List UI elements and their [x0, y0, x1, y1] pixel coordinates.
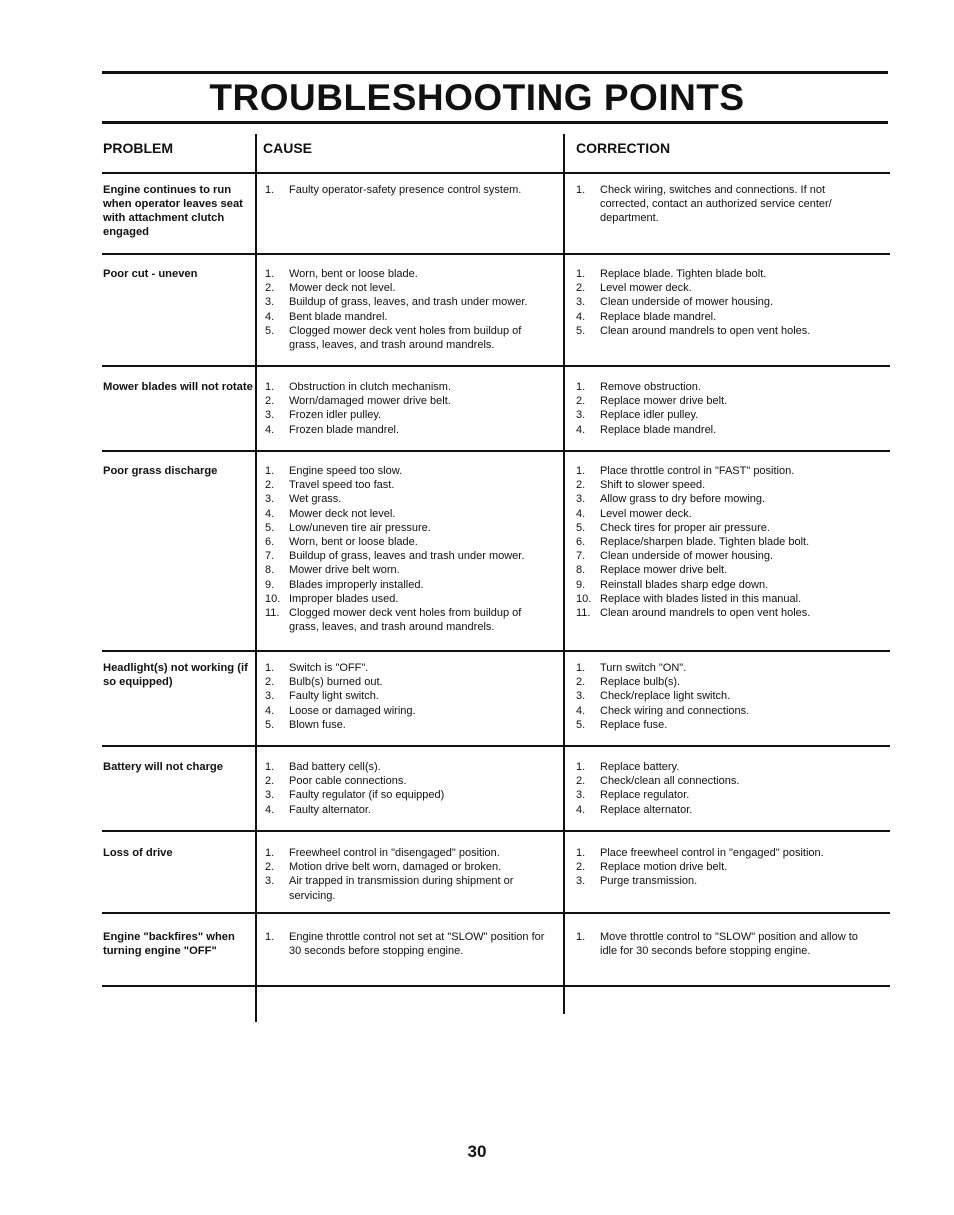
item-number: 1.	[265, 931, 275, 943]
item-text: Bulb(s) burned out.	[289, 676, 383, 689]
item-text: Worn, bent or loose blade.	[289, 536, 418, 549]
item-text: Turn switch "ON".	[600, 662, 687, 674]
item-number: 4.	[576, 803, 586, 816]
item-number: 4.	[265, 803, 275, 816]
item-text: Replace battery.	[600, 761, 680, 773]
item-text: Motion drive belt worn, damaged or broken.	[289, 861, 502, 874]
correction-list-item	[576, 492, 861, 506]
correction-list-item	[576, 183, 861, 226]
row-separator	[102, 253, 890, 255]
item-text: Worn, bent or loose blade.	[289, 268, 418, 280]
item-number: 3.	[265, 296, 275, 309]
item-text: Blades improperly installed.	[289, 578, 424, 591]
item-text: Allow grass to dry before mowing.	[600, 493, 766, 506]
item-number: 4.	[576, 423, 586, 436]
item-number: 2.	[265, 676, 275, 689]
cause-list-item	[265, 563, 550, 577]
cause-list	[265, 267, 550, 352]
item-number: 2.	[576, 282, 586, 295]
correction-list-item	[576, 704, 861, 718]
item-text: Replace fuse.	[600, 718, 668, 731]
item-text: Travel speed too fast.	[289, 479, 395, 492]
item-text: Wet grass.	[289, 493, 342, 506]
correction-list-item	[576, 310, 861, 324]
item-text: Buildup of grass, leaves, and trash under mower.	[289, 296, 528, 309]
item-text: Check/clean all connections.	[600, 775, 740, 788]
problem-text: Headlight(s) not working (if so equipped)	[103, 662, 248, 688]
item-text: Worn/damaged mower drive belt.	[289, 395, 451, 408]
correction-list-item	[576, 874, 861, 888]
item-text: Faulty operator-safety presence control system.	[289, 184, 522, 196]
item-text: Replace blade. Tighten blade bolt.	[600, 268, 767, 280]
correction-list	[576, 930, 861, 958]
item-number: 10.	[576, 592, 592, 605]
correction-list	[576, 267, 861, 338]
correction-list-item	[576, 563, 861, 577]
item-text: Replace bulb(s).	[600, 676, 681, 689]
row-separator	[102, 365, 890, 367]
item-number: 3.	[576, 493, 586, 506]
item-text: Clogged mower deck vent holes from buildup of grass, leaves, and trash around mandrels.	[289, 607, 522, 634]
cause-list-item	[265, 930, 550, 958]
item-text: Reinstall blades sharp edge down.	[600, 578, 769, 591]
correction-list-item	[576, 549, 861, 563]
item-number: 10.	[265, 592, 281, 605]
item-text: Replace motion drive belt.	[600, 861, 728, 874]
item-text: Purge transmission.	[600, 875, 698, 888]
cause-list	[265, 464, 550, 634]
correction-column-divider	[563, 134, 565, 1014]
problem-text: Engine "backfires" when turning engine "OFF"	[103, 931, 235, 957]
item-number: 5.	[265, 521, 275, 534]
correction-list	[576, 183, 861, 226]
problem-text: Battery will not charge	[103, 761, 223, 773]
item-text: Loose or damaged wiring.	[289, 704, 416, 717]
cause-list-item	[265, 592, 550, 606]
correction-list-item	[576, 788, 861, 802]
correction-list	[576, 380, 861, 437]
correction-list-item	[576, 408, 861, 422]
item-number: 1.	[576, 184, 586, 196]
item-number: 3.	[265, 690, 275, 703]
item-number: 4.	[576, 310, 586, 323]
item-number: 4.	[576, 704, 586, 717]
correction-list-item	[576, 324, 861, 338]
item-text: Frozen idler pulley.	[289, 409, 382, 422]
item-text: Check/replace light switch.	[600, 690, 731, 703]
cause-list-item	[265, 295, 550, 309]
correction-list-item	[576, 675, 861, 689]
item-number: 9.	[576, 578, 586, 591]
correction-list-item	[576, 464, 861, 478]
item-text: Check wiring, switches and connections. If not corrected, contact an authorized service center/ department.	[600, 184, 832, 225]
item-text: Mower deck not level.	[289, 507, 396, 520]
cause-list	[265, 661, 550, 732]
item-number: 4.	[265, 310, 275, 323]
item-text: Clean underside of mower housing.	[600, 296, 774, 309]
cause-list-item	[265, 718, 550, 732]
item-text: Replace/sharpen blade. Tighten blade bolt.	[600, 536, 810, 549]
item-number: 1.	[265, 847, 275, 859]
item-text: Replace blade mandrel.	[600, 423, 717, 436]
item-number: 4.	[576, 507, 586, 520]
cause-list-item	[265, 774, 550, 788]
item-text: Low/uneven tire air pressure.	[289, 521, 431, 534]
cause-list-item	[265, 408, 550, 422]
correction-list	[576, 661, 861, 732]
item-text: Replace mower drive belt.	[600, 564, 728, 577]
correction-list	[576, 760, 861, 817]
problem-text: Mower blades will not rotate	[103, 381, 253, 393]
item-number: 2.	[576, 775, 586, 788]
item-number: 1.	[576, 465, 586, 477]
item-text: Frozen blade mandrel.	[289, 423, 400, 436]
item-number: 5.	[576, 718, 586, 731]
row-separator	[102, 650, 890, 652]
cause-list-item	[265, 661, 550, 675]
cause-list-item	[265, 310, 550, 324]
item-text: Bad battery cell(s).	[289, 761, 381, 773]
cause-list-item	[265, 507, 550, 521]
row-separator	[102, 450, 890, 452]
correction-list-item	[576, 930, 861, 958]
item-text: Shift to slower speed.	[600, 479, 706, 492]
correction-list-item	[576, 860, 861, 874]
item-text: Remove obstruction.	[600, 381, 701, 393]
correction-list-item	[576, 718, 861, 732]
cause-list-item	[265, 606, 550, 634]
correction-list-item	[576, 478, 861, 492]
cause-list-item	[265, 549, 550, 563]
item-number: 2.	[576, 861, 586, 874]
correction-list-item	[576, 774, 861, 788]
item-text: Faulty light switch.	[289, 690, 379, 703]
row-separator	[102, 745, 890, 747]
title-bottom-rule	[102, 121, 888, 124]
correction-list-item	[576, 267, 861, 281]
item-number: 1.	[265, 761, 275, 773]
item-number: 1.	[576, 662, 586, 674]
correction-list-item	[576, 521, 861, 535]
item-number: 5.	[265, 718, 275, 731]
cause-list-item	[265, 324, 550, 352]
cause-list	[265, 380, 550, 437]
correction-list-item	[576, 281, 861, 295]
page-title: TROUBLESHOOTING POINTS	[209, 77, 745, 118]
item-number: 6.	[265, 536, 275, 549]
item-number: 1.	[265, 381, 275, 393]
correction-list	[576, 464, 861, 620]
item-text: Engine throttle control not set at "SLOW" position for 30 seconds before stopping engine.	[289, 931, 545, 958]
item-number: 2.	[576, 479, 586, 492]
item-number: 1.	[576, 761, 586, 773]
item-number: 2.	[265, 479, 275, 492]
item-number: 5.	[576, 324, 586, 337]
item-number: 11.	[265, 607, 280, 620]
page-number: 30	[467, 1142, 487, 1161]
item-text: Faulty regulator (if so equipped)	[289, 789, 445, 802]
cause-list	[265, 760, 550, 817]
cause-list-item	[265, 267, 550, 281]
correction-list-item	[576, 606, 861, 620]
cause-list-item	[265, 578, 550, 592]
correction-list-item	[576, 803, 861, 817]
item-number: 7.	[265, 550, 275, 563]
table-bottom-rule	[102, 985, 890, 987]
correction-list-item	[576, 380, 861, 394]
item-number: 2.	[576, 395, 586, 408]
cause-list-item	[265, 492, 550, 506]
item-number: 4.	[265, 423, 275, 436]
correction-list-item	[576, 592, 861, 606]
item-text: Clean around mandrels to open vent holes.	[600, 607, 811, 620]
item-number: 8.	[576, 564, 586, 577]
item-text: Mower deck not level.	[289, 282, 396, 295]
item-number: 2.	[265, 775, 275, 788]
cause-list-item	[265, 478, 550, 492]
item-text: Replace mower drive belt.	[600, 395, 728, 408]
item-number: 3.	[265, 875, 275, 888]
cause-list-item	[265, 183, 550, 197]
item-number: 4.	[265, 704, 275, 717]
item-number: 3.	[576, 875, 586, 888]
cause-list-item	[265, 464, 550, 478]
item-number: 5.	[576, 521, 586, 534]
cause-list-item	[265, 394, 550, 408]
item-text: Buildup of grass, leaves and trash under mower.	[289, 550, 525, 563]
problem-text: Poor cut - uneven	[103, 268, 198, 280]
cause-list-item	[265, 281, 550, 295]
item-text: Poor cable connections.	[289, 775, 407, 788]
problem-text: Loss of drive	[103, 847, 173, 859]
item-text: Level mower deck.	[600, 507, 692, 520]
cause-list-item	[265, 423, 550, 437]
item-text: Freewheel control in "disengaged" position.	[289, 847, 500, 859]
correction-list-item	[576, 760, 861, 774]
item-text: Faulty alternator.	[289, 803, 371, 816]
item-text: Replace regulator.	[600, 789, 690, 802]
correction-list-item	[576, 578, 861, 592]
item-text: Improper blades used.	[289, 592, 399, 605]
row-separator	[102, 172, 890, 174]
item-number: 2.	[265, 395, 275, 408]
item-text: Bent blade mandrel.	[289, 310, 388, 323]
item-number: 3.	[265, 409, 275, 422]
item-number: 1.	[576, 847, 586, 859]
item-text: Replace idler pulley.	[600, 409, 699, 422]
item-number: 4.	[265, 507, 275, 520]
item-text: Check wiring and connections.	[600, 704, 750, 717]
cause-list-item	[265, 704, 550, 718]
item-number: 1.	[576, 381, 586, 393]
item-number: 2.	[265, 282, 275, 295]
item-text: Replace with blades listed in this manual.	[600, 592, 802, 605]
item-number: 7.	[576, 550, 586, 563]
item-text: Place freewheel control in "engaged" position.	[600, 847, 824, 859]
item-number: 2.	[265, 861, 275, 874]
item-number: 1.	[265, 465, 275, 477]
cause-list-item	[265, 874, 550, 902]
item-number: 6.	[576, 536, 586, 549]
item-number: 1.	[265, 184, 275, 196]
item-number: 2.	[576, 676, 586, 689]
cause-column-divider	[255, 134, 257, 1022]
item-text: Mower drive belt worn.	[289, 564, 400, 577]
correction-list-item	[576, 661, 861, 675]
item-text: Move throttle control to "SLOW" position and allow to idle for 30 seconds before stopping engine.	[600, 931, 858, 958]
correction-list-item	[576, 689, 861, 703]
correction-list-item	[576, 535, 861, 549]
item-text: Check tires for proper air pressure.	[600, 521, 770, 534]
item-number: 1.	[576, 931, 586, 943]
cause-list	[265, 183, 550, 197]
cause-list-item	[265, 675, 550, 689]
item-text: Obstruction in clutch mechanism.	[289, 381, 452, 393]
item-number: 3.	[576, 409, 586, 422]
cause-list-item	[265, 689, 550, 703]
cause-list-item	[265, 846, 550, 860]
cause-list-item	[265, 860, 550, 874]
cause-list	[265, 930, 550, 958]
cause-list-item	[265, 521, 550, 535]
correction-header: CORRECTION	[576, 140, 671, 156]
cause-list-item	[265, 803, 550, 817]
item-number: 9.	[265, 578, 275, 591]
correction-list-item	[576, 295, 861, 309]
correction-list-item	[576, 846, 861, 860]
row-separator	[102, 912, 890, 914]
item-text: Air trapped in transmission during shipment or servicing.	[289, 875, 514, 902]
item-number: 3.	[265, 789, 275, 802]
item-number: 11.	[576, 607, 591, 620]
problem-text: Engine continues to run when operator leaves seat with attachment clutch engaged	[103, 184, 243, 238]
item-number: 3.	[576, 690, 586, 703]
cause-list-item	[265, 380, 550, 394]
item-text: Replace blade mandrel.	[600, 310, 717, 323]
item-text: Replace alternator.	[600, 803, 693, 816]
cause-list-item	[265, 760, 550, 774]
item-number: 3.	[265, 493, 275, 506]
item-number: 1.	[576, 268, 586, 280]
row-separator	[102, 830, 890, 832]
item-number: 3.	[576, 789, 586, 802]
correction-list-item	[576, 394, 861, 408]
correction-list-item	[576, 507, 861, 521]
correction-list-item	[576, 423, 861, 437]
item-text: Place throttle control in "FAST" position.	[600, 465, 795, 477]
item-number: 8.	[265, 564, 275, 577]
cause-list-item	[265, 788, 550, 802]
cause-header: CAUSE	[263, 140, 313, 156]
item-text: Clogged mower deck vent holes from buildup of grass, leaves, and trash around mandrels.	[289, 324, 522, 352]
item-text: Engine speed too slow.	[289, 465, 403, 477]
item-text: Blown fuse.	[289, 718, 346, 731]
item-number: 1.	[265, 268, 275, 280]
item-number: 3.	[576, 296, 586, 309]
correction-list	[576, 846, 861, 889]
item-text: Level mower deck.	[600, 282, 692, 295]
item-text: Clean underside of mower housing.	[600, 550, 774, 563]
item-number: 1.	[265, 662, 275, 674]
item-number: 5.	[265, 324, 275, 337]
problem-header: PROBLEM	[103, 140, 173, 156]
item-text: Switch is "OFF".	[289, 662, 369, 674]
cause-list-item	[265, 535, 550, 549]
item-text: Clean around mandrels to open vent holes.	[600, 324, 811, 337]
problem-text: Poor grass discharge	[103, 465, 218, 477]
title-top-rule	[102, 71, 888, 74]
cause-list	[265, 846, 550, 903]
